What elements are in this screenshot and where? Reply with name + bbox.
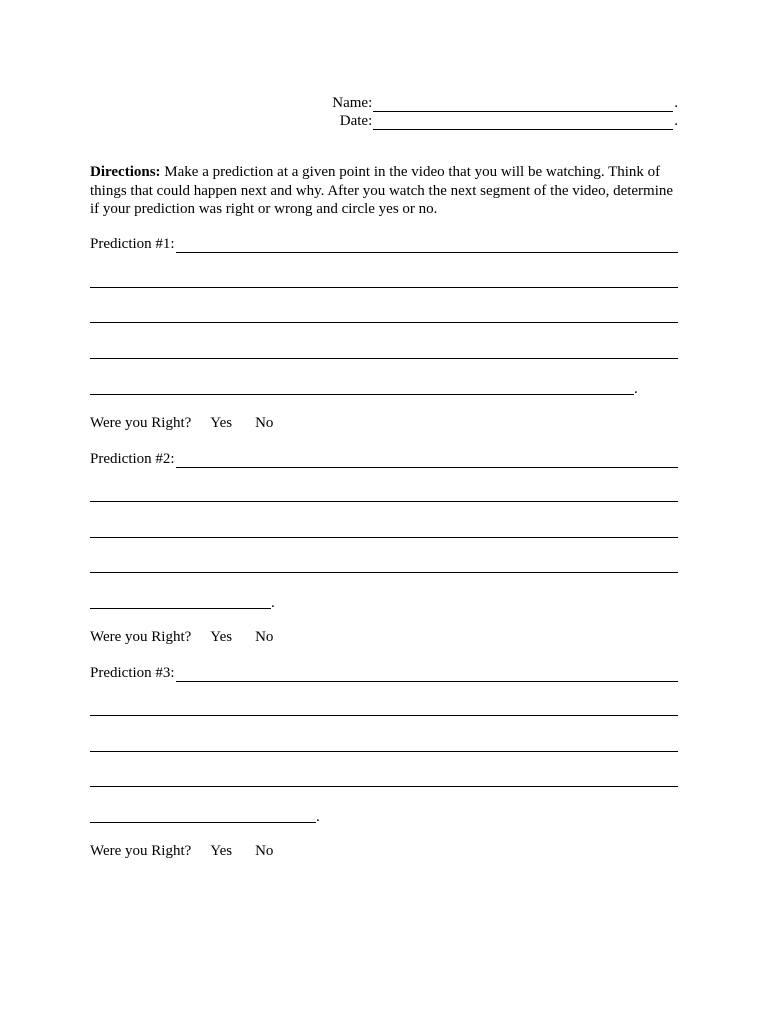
prediction-3-result-row [90,842,273,860]
prediction-1-no-option[interactable]: No [255,415,274,431]
prediction-1-end-period: . [634,381,638,397]
prediction-1-answer-line-2[interactable] [90,287,678,288]
prediction-2-no-option[interactable]: No [255,629,274,645]
date-field[interactable] [373,115,673,130]
prediction-2-end-period: . [271,595,275,611]
directions-paragraph [90,163,682,219]
date-label: Date: [339,113,373,129]
name-label: Name: [332,95,373,111]
prediction-2-row [90,450,678,468]
prediction-1-answer-line-4[interactable] [90,358,678,359]
prediction-2-answer-line[interactable] [176,453,678,468]
prediction-3-answer-line[interactable] [176,667,678,682]
prediction-1-question: Were you Right? [90,415,192,431]
prediction-2-result-row [90,628,273,646]
date-field-row [318,112,678,130]
prediction-2-yes-option[interactable]: Yes [210,629,233,645]
directions-heading: Directions: [90,164,161,180]
date-end-period: . [674,113,678,129]
prediction-1-label: Prediction #1: [90,236,175,252]
prediction-2-answer-line-4[interactable] [90,572,678,573]
name-field[interactable] [373,97,673,112]
prediction-2-answer-line-2[interactable] [90,501,678,502]
name-end-period: . [674,95,678,111]
prediction-3-end-period: . [316,809,320,825]
prediction-1-result-row [90,414,273,432]
prediction-1-yes-option[interactable]: Yes [210,415,233,431]
prediction-2-label: Prediction #2: [90,451,175,467]
prediction-1-row [90,235,678,253]
prediction-1-answer-line-3[interactable] [90,322,678,323]
prediction-3-answer-line-4[interactable] [90,786,678,787]
prediction-3-answer-line-3[interactable] [90,751,678,752]
prediction-2-answer-line-5[interactable] [90,608,271,609]
prediction-2-answer-line-3[interactable] [90,537,678,538]
name-field-row [318,94,678,112]
directions-text: Make a prediction at a given point in the video that you will be watching. Think of things that could happen next and why. After you watch the next segment of the video, determine if your prediction was right or wrong and circle yes or no. [90,164,674,217]
prediction-3-answer-line-2[interactable] [90,715,678,716]
prediction-3-label: Prediction #3: [90,665,175,681]
prediction-2-question: Were you Right? [90,629,192,645]
prediction-3-yes-option[interactable]: Yes [210,843,233,859]
prediction-1-answer-line[interactable] [176,238,678,253]
prediction-3-no-option[interactable]: No [255,843,274,859]
prediction-3-question: Were you Right? [90,843,192,859]
prediction-1-answer-line-5[interactable] [90,394,634,395]
prediction-3-row [90,664,678,682]
prediction-3-answer-line-5[interactable] [90,822,316,823]
